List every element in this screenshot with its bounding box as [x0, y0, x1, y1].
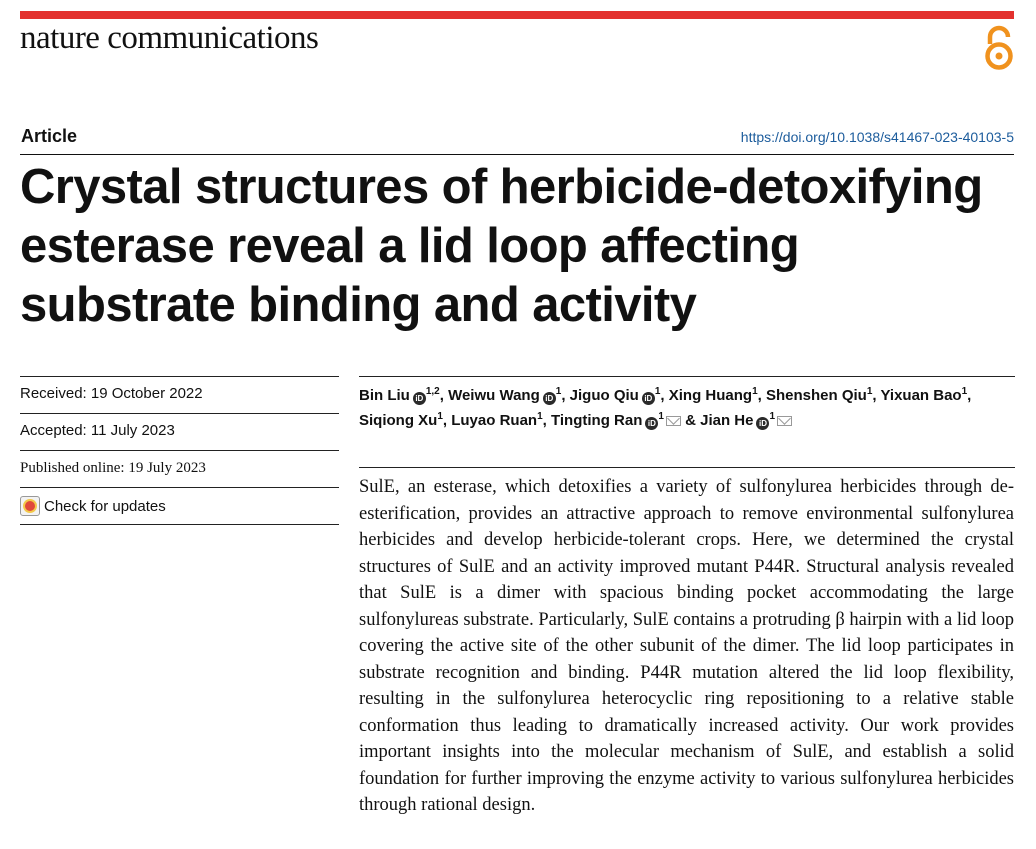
author-name: Bin Liu: [359, 387, 410, 404]
author-affiliation: 1: [658, 411, 664, 422]
author-separator: ,: [660, 387, 669, 404]
author-separator: &: [680, 412, 701, 429]
author-name: Tingting Ran: [550, 412, 643, 429]
author-name: Yixuan Bao: [880, 387, 962, 404]
orcid-icon[interactable]: iD: [642, 392, 655, 405]
published-date: Published online: 19 July 2023: [20, 450, 339, 487]
email-icon[interactable]: [666, 416, 681, 426]
author-name: Jiguo Qiu: [569, 387, 639, 404]
email-icon[interactable]: [777, 416, 792, 426]
header-divider: [20, 154, 1014, 155]
author-list: [359, 376, 1015, 433]
author-separator: ,: [757, 387, 766, 404]
doi-link[interactable]: https://doi.org/10.1038/s41467-023-40103-5: [740, 129, 1014, 145]
author-separator: ,: [442, 412, 452, 429]
open-access-icon: [981, 24, 1017, 72]
received-date: Received: 19 October 2022: [20, 376, 339, 413]
author[interactable]: [880, 387, 967, 404]
crossmark-icon: [20, 496, 40, 516]
author[interactable]: [700, 412, 792, 429]
author-separator: ,: [872, 387, 881, 404]
orcid-icon[interactable]: iD: [645, 417, 658, 430]
author[interactable]: [448, 387, 561, 404]
check-updates-row: [20, 487, 339, 525]
check-updates-label: Check for updates: [44, 497, 166, 515]
author-affiliation: 1,2: [425, 386, 440, 397]
author-affiliation: 1: [437, 411, 443, 422]
author-separator: ,: [967, 387, 972, 404]
author[interactable]: [551, 412, 681, 429]
author-separator: ,: [439, 387, 449, 404]
author-affiliation: 1: [769, 411, 776, 422]
author-name: Xing Huang: [668, 387, 753, 404]
author[interactable]: [570, 387, 661, 404]
journal-name[interactable]: nature communications: [20, 20, 319, 56]
author-affiliation: 1: [555, 386, 562, 397]
author-separator: ,: [542, 412, 551, 429]
author-separator: ,: [561, 387, 570, 404]
abstract: SulE, an esterase, which detoxifies a variety of sulfonylurea herbicides through de-esterification, provides an attractive approach to remove environmental sulfonylurea herbicides and develop herbicide-tolerant crops. Here, we determined the crystal structures of SulE and an activity improved mutant P44R. Structural analysis revealed that SulE is a dimer with spacious binding pocket accommodating the large sulfonylureas substrate. Particularly, SulE contains a protruding β hairpin with a lid loop covering the active site of the other subunit of the dimer. The lid loop participates in substrate recognition and binding. P44R mutation altered the lid loop flexibility, resulting in the sulfonylurea heterocyclic ring repositioning to a relative stable conformation thus leading to dramatically increased activity. Our work provides important insights into the molecular mechanism of SulE, and establish a solid foundation for further improving the enzyme activity to various sulfonylurea herbicides through rational design.: [359, 477, 1014, 815]
author-name: Jian He: [700, 412, 754, 429]
author-affiliation: 1: [654, 386, 661, 397]
abstract-divider: [359, 467, 1015, 468]
check-updates-button[interactable]: [20, 496, 339, 516]
accepted-date: Accepted: 11 July 2023: [20, 413, 339, 450]
author-affiliation: 1: [866, 386, 873, 397]
orcid-icon[interactable]: iD: [413, 392, 426, 405]
author[interactable]: [359, 412, 443, 429]
author-affiliation: 1: [537, 411, 543, 422]
author-affiliation: 1: [961, 386, 968, 397]
author-name: Weiwu Wang: [448, 387, 540, 404]
article-title: Crystal structures of herbicide-detoxifying esterase reveal a lid loop affecting substrate binding and activity: [20, 160, 983, 332]
author[interactable]: [766, 387, 872, 404]
article-type: Article: [21, 126, 78, 146]
article-history: [20, 376, 339, 525]
orcid-icon[interactable]: iD: [543, 392, 556, 405]
author-name: Shenshen Qiu: [765, 387, 867, 404]
author-affiliation: 1: [752, 386, 758, 397]
author[interactable]: [359, 387, 440, 404]
author-name: Siqiong Xu: [359, 412, 438, 429]
orcid-icon[interactable]: iD: [756, 417, 769, 430]
author[interactable]: [451, 412, 542, 429]
author-name: Luyao Ruan: [451, 412, 538, 429]
author[interactable]: [669, 387, 758, 404]
journal-accent-bar: [20, 11, 1014, 19]
